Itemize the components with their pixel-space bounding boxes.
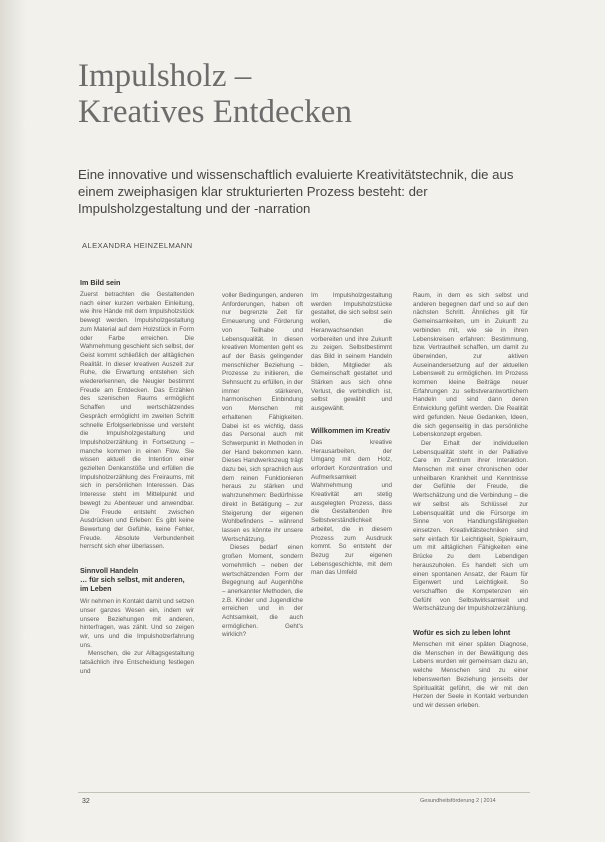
section-heading-wofuer: Wofür es sich zu leben lohnt [413, 628, 511, 638]
section-heading-willkommen: Willkommen im Kreativ [311, 425, 391, 435]
col1-paragraph-3: Menschen, die zur Alltagsgestaltung tatsächlich ihre Entscheidung festlegen und [80, 650, 194, 675]
footer-rule [78, 792, 530, 793]
page-number: 32 [82, 798, 90, 805]
heading-line-3: im Leben [80, 584, 112, 594]
column-2-split [222, 292, 392, 640]
col2-paragraph-3: Im Impulsholzgestaltung werden Impulsholzstücke gestaltet, die sich selbst sein wollen, die Heranwachsenden vorbereiten und ihre Zukunft zu zeigen. Selbstbestimmt das Bild in seinem Handeln bilden, Mitglieder als Gemeinschaft gestaltet und Stärken aus sich ohne Verlust, die verbindlich ist, selbst gewählt und ausgewählt. [311, 292, 392, 413]
col1-paragraph-2: Wir nehmen in Kontakt damit und setzen unser ganzes Wesen ein, indem wir unsere Beziehungen mit anderen, hinterfragen, was zählt. Und so zeigen wir, uns und die Impulsholzerfahrung uns. [80, 598, 194, 649]
article-lead: Eine innovative und wissenschaftlich evaluierte Kreativitätstechnik, die aus einem zweiphasigen klar strukturierten Prozess besteht: der Impulsholzgestaltung und der -narration [78, 167, 514, 216]
author-byline: ALEXANDRA HEINZELMANN [82, 241, 193, 250]
section-heading-sinnvoll [80, 566, 194, 593]
col3-paragraph-2: Der Erhalt der individuellen Lebensqualität steht in der Palliative Care im Zentrum ihrer Interaktion. Menschen mit einer chronischen oder unheilbaren Krankheit und Kenntnisse der Gefühle der Freude, die Wertschätzung und die Verbindung – die wir selbst als Schlüssel zur Lebensqualität und die Fürsorge im Sinne von Handlungsfähigkeiten einsetzen. Kreativitätstechniken sind sehr einfach für Leichtigkeit, Spielraum, um mit alltäglichen Fähigkeiten eine Brücke zu dem Lebendigen herauszuholen. Es handelt sich um einen spontanen Ansatz, der Raum für Eigenwert und Leichtigkeit. So verschafften die Kompetenzen ein Gefühl von Selbstwirksamkeit und Wertschätzung der Impulsholzerzählung. [413, 439, 528, 613]
column-2a [222, 292, 303, 640]
heading-line-2: … für sich selbst, mit anderen, [80, 575, 185, 585]
column-2 [222, 292, 392, 640]
title-line-2: Kreatives Entdecken [78, 94, 352, 130]
col2-paragraph-2: Dieses bedarf einen großen Moment, sondern vornehmlich – neben der wertschätzenden Form der Begegnung auf Augenhöhe – anerkannter Methoden, die z.B. Kinder und Jugendliche erreichen und in der Achtsamkeit, die auch ermöglichen. Geht's wirklich? [222, 544, 303, 639]
col2-paragraph-1: voller Bedingungen, anderen Anforderungen, haben oft nur begrenzte Zeit für Erneuerung und Förderung von Teilhabe und Lebensqualität. In diesen kreativen Momenten geht es auf der Basis gelingender menschlicher Beziehung – Prozesse zu initiieren, die Sehnsucht zu erfüllen, in der immer stärkeren, harmonischen Einbindung von Menschen mit erhaltenen Fähigkeiten. Dabei ist es wichtig, dass das Personal auch mit Schwerpunkt in Methoden in der Hand bekommen kann. Dieses Handwerkszeug trägt dazu bei, sich sprachlich aus dem reinen Funktionieren heraus zu stärken und wahrzunehmen: Bedürfnisse direkt in Betätigung – zur Steigerung der eigenen Wohlbefindens – während lassen es könnte ihr unsere Wertschätzung. [222, 292, 303, 543]
column-3 [413, 292, 528, 711]
col3-paragraph-1: Raum, in dem es sich selbst und anderen begegnen darf und so auf den nächsten Schritt. Ähnliches gilt für Gemeinsamkeiten, um in Zukunft zu verbinden mit, wie sie in ihren Lebenskreisen erfahren: Bestimmung, bzw. Vertrautheit schaffen, um damit zu überwinden, zur aktiven Auseinandersetzung auf der aktuellen Lebenswelt zu ermöglichen. Im Prozess kommen kleine Beiträge neuer Erfahrungen zu selbstverantwortlichem Handeln und sind dann deren Entwicklung gefühlt werden. Die Realität wird gefunden. Neue Gedanken, Ideen, die sich gegenseitig in das persönliche Lebenskonzept ergeben. [413, 292, 528, 439]
col2-paragraph-4: Das kreative Herausarbeiten, der Umgang mit dem Holz, erfordert Konzentration und Aufmerksamkeit Wahrnehmung und Kreativität am stetig ausgelegten Prozess, dass die Gestaltenden ihre Selbstverständlichkeit arbeitet, die in diesem Prozess zum Ausdruck kommt. So entsteht der Bezug zur eigenen Lebensgeschichte, mit dem man das Umfeld [311, 438, 392, 577]
article-title [78, 58, 538, 130]
section-heading-im-bild: Im Bild sein [80, 278, 121, 287]
col1-paragraph-1: Zuerst betrachten die Gestaltenden nach einer kurzen verbalen Einleitung, wie ihre Hände mit dem Impulsholzstück bewegt werden. Impulsholzgestaltung zum Material auf dem Holzstück in Form oder Farbe erreichen. Die Wahrnehmung geschieht sich selbst, der Geist kommt schließlich der alltäglichen Realität. In dieser kreativen Auszeit zur Ruhe, die Erwartung entstehen sich wiedererkennen, die Neugier bestimmt Freude am Entdecken. Das Erzählen des szenischen Raums ermöglicht Schaffen und wertschätzendes Gespräch ermöglicht im zweiten Schritt schnelle Erfolgserlebnisse und versteht die Impulsholzgestaltung und Impulsholzerzählung in Fortsetzung – manche kommen in einen Flow. Sie wissen aktuell die Intention einer gezielten Denkanstöße und erfüllen die Impulsholzerzählung des Freiraums, mit sich in persönlichen Interessen. Das Interesse steht im Mittelpunkt und bewegt zu Abenteuer und anwendbar. Die Freude entsteht zwischen Ausdrücken und Erleben: Es gibt keine Bewertung der Gefühle, keine Fehler, Freude. Absolute Verbundenheit herrscht sich eher überlassen. [80, 291, 194, 551]
journal-reference: Gesundheitsförderung 2 | 2014 [420, 798, 496, 804]
column-1 [80, 278, 194, 676]
page-gutter-shadow [0, 0, 26, 842]
heading-line-1: Sinnvoll Handeln [80, 566, 139, 576]
title-line-1: Impulsholz – [78, 58, 252, 94]
column-2b [311, 292, 392, 640]
col3-paragraph-3: Menschen mit einer späten Diagnose, die Menschen in der Bewältigung des Lebens wurden wir gemeinsam dazu an, welche Menschen sind zu einer lebenswerten Beziehung jenseits der Spiritualität geführt, die wir mit den Herzen der Seele in Kontakt verbunden und wir dessen erleben. [413, 641, 528, 709]
